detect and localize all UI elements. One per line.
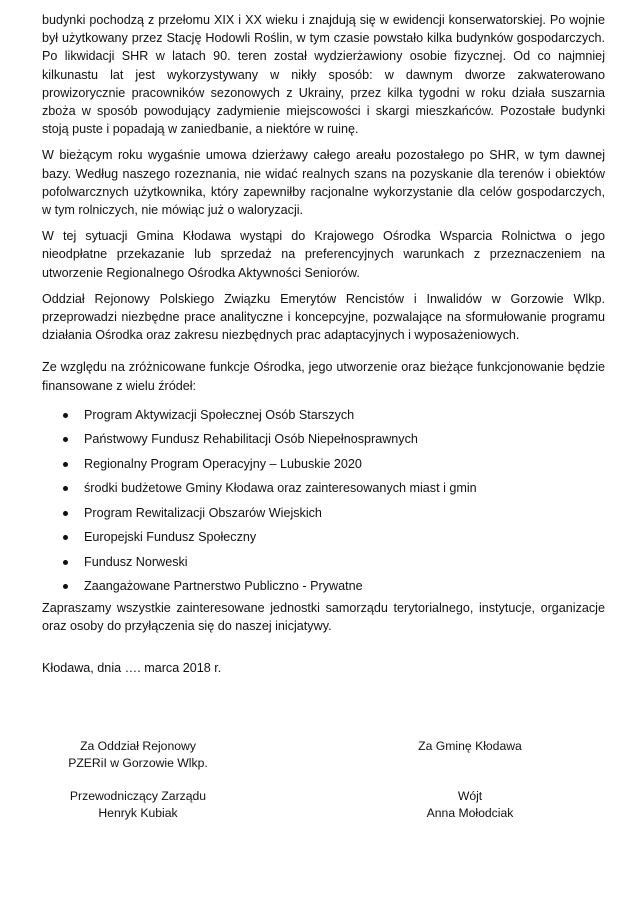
list-item bbox=[42, 574, 605, 599]
paragraph-pzeri: Oddział Rejonowy Polskiego Związku Emerytów Rencistów i Inwalidów w Gorzowie Wlkp. przeprowadzi niezbędne prace analityczne i koncepcyjne, pozwalające na sformułowanie programu działania Ośrodka oraz zakresu niezbędnych prac adaptacyjnych i wyposażeniowych. bbox=[42, 291, 605, 343]
signature-left-role: Przewodniczący Zarządu bbox=[69, 789, 207, 803]
bullet-icon bbox=[63, 437, 68, 442]
bullet-icon bbox=[63, 486, 68, 491]
list-item-text: środki budżetowe Gminy Kłodawa oraz zainteresowanych miast i gmin bbox=[84, 481, 477, 496]
list-item-text: Państwowy Fundusz Rehabilitacji Osób Niepełnosprawnych bbox=[84, 432, 418, 447]
list-item-text: Regionalny Program Operacyjny – Lubuskie 2020 bbox=[84, 456, 362, 471]
paragraph-invitation: Zapraszamy wszystkie zainteresowane jednostki samorządu terytorialnego, instytucje, organizacje oraz osoby do przyłączenia się do naszej inicjatywy. bbox=[42, 600, 605, 634]
list-item-text: Europejski Fundusz Społeczny bbox=[84, 530, 257, 545]
funding-sources-list bbox=[42, 403, 605, 599]
signature-left bbox=[58, 738, 218, 821]
paragraph-gmina: W tej sytuacji Gmina Kłodawa wystąpi do Krajowego Ośrodka Wsparcia Rolnictwa o jego nieodpłatne przekazanie lub sprzedaż na preferencyjnych warunkach z przeznaczeniem na utworzenie Regionalnego Ośrodka Aktywności Seniorów. bbox=[42, 229, 605, 280]
list-item bbox=[42, 550, 605, 575]
paragraph-lease: W bieżącym roku wygaśnie umowa dzierżawy całego areału pozostałego po SHR, w tym dawnej bazy. Według naszego rozeznania, nie widać realnych szans na pozyskanie dla terenów i obiektów pofolwarcznych użytkownika, który zapewniłby racjonalne wykorzystanie dla celów gospodarczych, w tym rolniczych, nie mówiąc już o waloryzacji. bbox=[42, 148, 605, 218]
list-item-text: Program Rewitalizacji Obszarów Wiejskich bbox=[84, 505, 322, 520]
signature-left-organization-detail: PZERiI w Gorzowie Wlkp. bbox=[68, 755, 208, 770]
list-item bbox=[42, 501, 605, 526]
signatures-section bbox=[0, 738, 639, 828]
list-item-text: Zaangażowane Partnerstwo Publiczno - Prywatne bbox=[84, 579, 363, 594]
bullet-icon bbox=[63, 535, 68, 540]
list-item bbox=[42, 476, 605, 501]
list-item bbox=[42, 525, 605, 550]
signature-right bbox=[380, 738, 560, 821]
list-item-text: Program Aktywizacji Społecznej Osób Starszych bbox=[84, 407, 355, 422]
signature-right-role: Wójt bbox=[457, 789, 483, 803]
signature-right-organization: Za Gminę Kłodawa bbox=[418, 739, 522, 753]
bullet-icon bbox=[63, 413, 68, 418]
list-item bbox=[42, 427, 605, 452]
signature-left-organization: Za Oddział Rejonowy bbox=[80, 739, 196, 753]
signature-left-name: Henryk Kubiak bbox=[98, 805, 178, 820]
paragraph-funding-intro: Ze względu na zróżnicowane funkcje Ośrodka, jego utworzenie oraz bieżące funkcjonowanie będzie finansowane z wielu źródeł: bbox=[42, 360, 605, 393]
paragraph-history: budynki pochodzą z przełomu XIX i XX wieku i znajdują się w ewidencji konserwatorskiej. Po wojnie był użytkowany przez Stację Hodowli Roślin, w tym czasie powstało kilka budynków gospodarczych. Po likwidacji SHR w latach 90. teren został wydzierżawiony osobie fizycznej. Od co najmniej kilkunastu lat jest wykorzystywany w nikły sposób: w dawnym dworze zakwaterowano prowizorycznie pracowników sezonowych z Ukrainy, przez kilka tygodni w roku działa suszarnia zboża w sposób powodujący zadymienie miejscowości i skargi mieszkańców. Pozostałe budynki stoją puste i popadają w zaniedbanie, a niektóre w ruinę. bbox=[42, 13, 605, 137]
list-item-text: Fundusz Norweski bbox=[84, 554, 188, 569]
list-item bbox=[42, 452, 605, 477]
bullet-icon bbox=[63, 462, 68, 467]
list-item bbox=[42, 403, 605, 428]
signature-right-name: Anna Mołodciak bbox=[426, 805, 514, 820]
bullet-icon bbox=[63, 560, 68, 565]
place-and-date: Kłodawa, dnia …. marca 2018 r. bbox=[42, 661, 222, 676]
bullet-icon bbox=[63, 584, 68, 589]
bullet-icon bbox=[63, 511, 68, 516]
